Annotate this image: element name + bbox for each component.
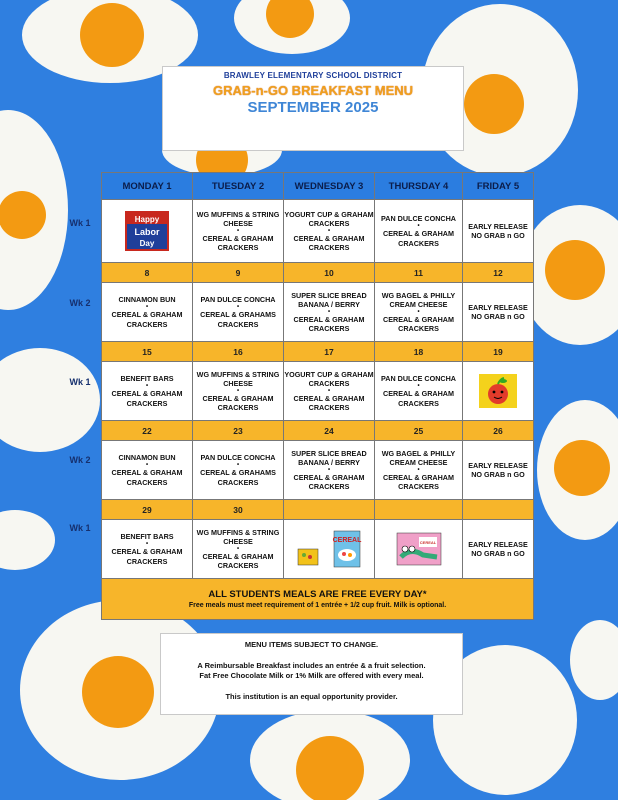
- yolk: [464, 74, 524, 134]
- free-meals-title: ALL STUDENTS MEALS ARE FREE EVERY DAY*: [208, 589, 427, 600]
- menu-side: CEREAL & GRAHAM CRACKERS: [111, 310, 183, 329]
- menu-cell-release: [463, 520, 534, 579]
- menu-side: CEREAL & GRAHAM CRACKERS: [383, 229, 454, 248]
- week-label: Wk 1: [69, 218, 91, 228]
- menu-item: PAN DULCE CONCHA: [381, 374, 456, 384]
- no-grab-text: NO GRAB n GO: [471, 312, 525, 321]
- cereal-icon: [294, 527, 364, 571]
- menu-side: CEREAL & GRAHAM CRACKERS: [202, 394, 274, 413]
- menu-side: CEREAL & GRAHAMS CRACKERS: [200, 310, 276, 329]
- menu-side: CEREAL & GRAHAM CRACKERS: [202, 234, 274, 253]
- bullet: •: [417, 223, 420, 230]
- date-row: [102, 263, 534, 283]
- date-number: 26: [463, 421, 534, 441]
- equal-opportunity-text: This institution is an equal opportunity provider.: [225, 692, 398, 701]
- date-number: [375, 500, 463, 520]
- menu-side: CEREAL & GRAHAM CRACKERS: [293, 315, 365, 334]
- menu-cell-release: [463, 283, 534, 342]
- date-number: 18: [375, 342, 463, 362]
- egg-right-bottom: [570, 620, 618, 700]
- egg-left-lower: [0, 510, 55, 570]
- menu-cell: [375, 441, 463, 500]
- menu-side: CEREAL & GRAHAM CRACKERS: [111, 547, 183, 566]
- menu-item: SUPER SLICE BREAD BANANA / BERRY: [291, 290, 367, 309]
- yolk: [545, 240, 605, 300]
- menu-cell: [375, 200, 463, 263]
- menu-item: WG BAGEL & PHILLY CREAM CHEESE: [381, 448, 456, 467]
- menu-item: WG MUFFINS & STRING CHEESE: [196, 209, 280, 228]
- menu-item: CINNAMON BUN: [118, 295, 176, 305]
- menu-side: CEREAL & GRAHAM CRACKERS: [383, 389, 454, 408]
- menu-cell: [284, 283, 375, 342]
- bullet: •: [236, 228, 240, 234]
- date-number: [463, 500, 534, 520]
- week-label: Wk 2: [69, 455, 91, 465]
- menu-notice: [160, 633, 463, 715]
- menu-month: SEPTEMBER 2025: [247, 99, 379, 116]
- menu-item: BENEFIT BARS: [120, 532, 174, 542]
- week-row: [102, 200, 534, 263]
- no-grab-text: NO GRAB n GO: [471, 470, 525, 479]
- date-number: 15: [102, 342, 193, 362]
- menu-side: CEREAL & GRAHAMS CRACKERS: [200, 468, 276, 487]
- early-release-text: EARLY RELEASE: [468, 302, 528, 312]
- date-number: 29: [102, 500, 193, 520]
- footer-row: [102, 579, 534, 620]
- day-header: FRIDAY 5: [463, 173, 534, 200]
- menu-cell-holiday: [102, 200, 193, 263]
- menu-cell-release: [463, 200, 534, 263]
- day-header: WEDNESDAY 3: [284, 173, 375, 200]
- cereal-box-icon: [395, 531, 443, 567]
- menu-change-notice: MENU ITEMS SUBJECT TO CHANGE.: [244, 640, 379, 649]
- menu-side: CEREAL & GRAHAM CRACKERS: [293, 394, 365, 413]
- menu-calendar: [101, 172, 533, 620]
- early-release-text: EARLY RELEASE: [468, 221, 528, 231]
- date-row: [102, 342, 534, 362]
- labor-day-icon: [125, 211, 169, 251]
- week-row: [102, 441, 534, 500]
- menu-item: YOGURT CUP & GRAHAM CRACKERS: [284, 369, 374, 388]
- day-header-row: [102, 173, 534, 200]
- bullet: •: [327, 228, 331, 234]
- menu-side: CEREAL & GRAHAM CRACKERS: [293, 473, 365, 492]
- week-row: [102, 362, 534, 421]
- menu-cell: [284, 200, 375, 263]
- menu-cell-image: [463, 362, 534, 421]
- district-name: BRAWLEY ELEMENTARY SCHOOL DISTRICT: [223, 71, 403, 80]
- bullet: •: [327, 467, 331, 473]
- menu-cell: [193, 283, 284, 342]
- menu-cell: [102, 520, 193, 579]
- menu-cell: [102, 362, 193, 421]
- early-release-text: EARLY RELEASE: [468, 460, 528, 470]
- date-row: [102, 421, 534, 441]
- box-label: CEREAL: [419, 540, 436, 545]
- date-number: 25: [375, 421, 463, 441]
- date-number: 12: [463, 263, 534, 283]
- bullet: •: [236, 462, 240, 469]
- date-number: 22: [102, 421, 193, 441]
- menu-side: CEREAL & GRAHAM CRACKERS: [111, 468, 183, 487]
- bullet: •: [145, 383, 149, 390]
- free-meals-note: Free meals must meet requirement of 1 entrée + 1/2 cup fruit. Milk is optional.: [188, 602, 447, 609]
- early-release-text: EARLY RELEASE: [468, 539, 528, 549]
- yolk: [80, 3, 144, 67]
- menu-side: CEREAL & GRAHAM CRACKERS: [293, 234, 365, 253]
- menu-cell: [284, 441, 375, 500]
- date-row: [102, 500, 534, 520]
- menu-side: CEREAL & GRAHAM CRACKERS: [383, 315, 454, 334]
- yolk: [554, 440, 610, 496]
- holiday-text: Happy: [134, 215, 160, 224]
- menu-side: CEREAL & GRAHAM CRACKERS: [202, 552, 274, 571]
- bullet: •: [236, 546, 240, 552]
- menu-item: SUPER SLICE BREAD BANANA / BERRY: [291, 448, 367, 467]
- week-label: Wk 1: [69, 377, 91, 387]
- menu-item: BENEFIT BARS: [120, 374, 174, 384]
- menu-cell: [193, 200, 284, 263]
- menu-side: CEREAL & GRAHAM CRACKERS: [111, 389, 183, 408]
- menu-cell: [102, 441, 193, 500]
- menu-title: GRAB-n-GO BREAKFAST MENU: [212, 83, 414, 98]
- menu-cell: [375, 362, 463, 421]
- menu-cell-release: [463, 441, 534, 500]
- bullet: •: [417, 467, 420, 473]
- menu-item: CINNAMON BUN: [118, 453, 176, 463]
- bullet: •: [236, 388, 240, 394]
- menu-item: PAN DULCE CONCHA: [200, 453, 276, 463]
- menu-item: WG BAGEL & PHILLY CREAM CHEESE: [381, 290, 456, 309]
- week-row: [102, 520, 534, 579]
- bullet: •: [236, 304, 240, 311]
- apple-icon: [479, 374, 517, 408]
- cereal-box-label: CEREAL: [332, 537, 362, 544]
- free-meals-banner: [102, 579, 534, 620]
- menu-cell: [193, 520, 284, 579]
- bullet: •: [145, 462, 149, 469]
- holiday-text: Day: [139, 239, 155, 248]
- date-number: 23: [193, 421, 284, 441]
- date-number: 19: [463, 342, 534, 362]
- date-number: [284, 500, 375, 520]
- egg-left-mid: [0, 348, 100, 452]
- menu-cell: [193, 362, 284, 421]
- bullet: •: [417, 309, 420, 315]
- day-header: MONDAY 1: [102, 173, 193, 200]
- yolk: [82, 656, 154, 728]
- bullet: •: [145, 541, 149, 548]
- menu-item: PAN DULCE CONCHA: [200, 295, 276, 305]
- menu-cell: [284, 362, 375, 421]
- bullet: •: [327, 388, 331, 394]
- menu-item: WG MUFFINS & STRING CHEESE: [196, 369, 280, 388]
- date-number: 8: [102, 263, 193, 283]
- bullet: •: [417, 383, 420, 390]
- menu-cell: [193, 441, 284, 500]
- holiday-text: Labor: [134, 227, 160, 237]
- no-grab-text: NO GRAB n GO: [471, 549, 525, 558]
- yolk: [0, 191, 46, 239]
- menu-item: PAN DULCE CONCHA: [381, 214, 456, 224]
- date-number: 16: [193, 342, 284, 362]
- menu-cell: [375, 283, 463, 342]
- menu-side: CEREAL & GRAHAM CRACKERS: [383, 473, 454, 492]
- date-number: 10: [284, 263, 375, 283]
- menu-cell-image: [284, 520, 375, 579]
- week-row: [102, 283, 534, 342]
- bullet: •: [145, 304, 149, 311]
- milk-offer-text: Fat Free Chocolate Milk or 1% Milk are offered with every meal.: [199, 671, 424, 680]
- menu-cell: [102, 283, 193, 342]
- reimbursable-breakfast-text: A Reimbursable Breakfast includes an entrée & a fruit selection.: [197, 661, 426, 670]
- menu-item: WG MUFFINS & STRING CHEESE: [196, 527, 280, 546]
- day-header: THURSDAY 4: [375, 173, 463, 200]
- bullet: •: [327, 309, 331, 315]
- date-number: 24: [284, 421, 375, 441]
- date-number: 30: [193, 500, 284, 520]
- menu-item: YOGURT CUP & GRAHAM CRACKERS: [284, 209, 374, 228]
- menu-header: [162, 66, 464, 151]
- date-number: 11: [375, 263, 463, 283]
- date-number: 17: [284, 342, 375, 362]
- no-grab-text: NO GRAB n GO: [471, 231, 525, 240]
- date-number: 9: [193, 263, 284, 283]
- menu-cell-image: [375, 520, 463, 579]
- day-header: TUESDAY 2: [193, 173, 284, 200]
- week-label: Wk 2: [69, 298, 91, 308]
- week-label: Wk 1: [69, 523, 91, 533]
